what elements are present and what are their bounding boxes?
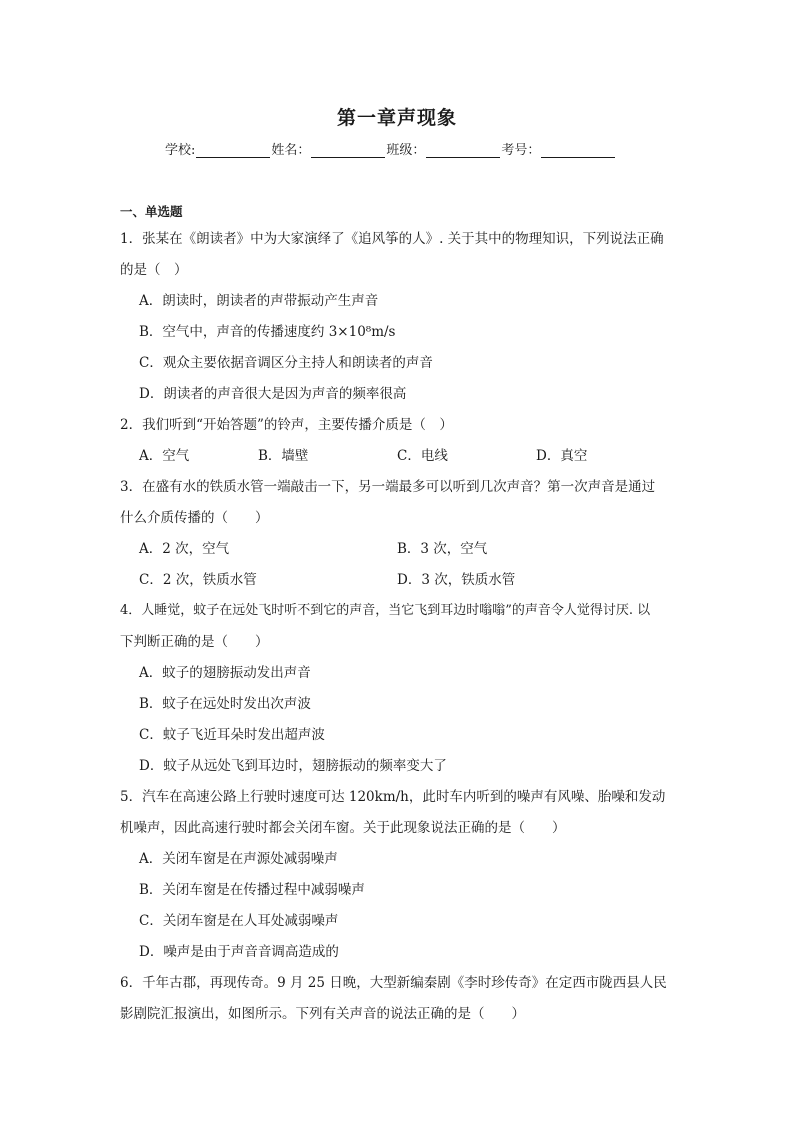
class-field [386,139,501,158]
question-1-option-d[interactable]: D．朗读者的声音很大是因为声音的频率很高 [139,386,407,402]
school-blank[interactable] [196,143,270,158]
question-6-line-1: 6．千年古郡，再现传奇。9 月 25 日晚，大型新编秦剧《李时珍传奇》在定西市陇西县人民 [120,975,667,991]
name-label: 姓名： [271,143,311,158]
question-4-line-1: 4．人睡觉，蚊子在远处飞时听不到它的声音，当它飞到耳边时嗡嗡”的声音令人觉得讨厌. 以 [120,603,651,618]
question-2-option-d[interactable]: D．真空 [536,448,588,464]
number-blank[interactable] [541,143,615,158]
question-5-line-2: 机噪声，因此高速行驶时都会关闭车窗。关于此现象说法正确的是（ ） [120,820,566,836]
question-3-line-1: 3．在盛有水的铁质水管一端敲击一下，另一端最多可以听到几次声音？第一次声音是通过 [120,479,656,495]
name-blank[interactable] [311,143,385,158]
question-3-option-c[interactable]: C．2 次，铁质水管 [139,572,257,588]
question-1-option-b[interactable]: B．空气中，声音的传播速度约 3×10⁸m/s [139,324,396,340]
number-field [501,139,616,158]
question-4-option-d[interactable]: D．蚊子从远处飞到耳边时，翅膀振动的频率变大了 [139,758,447,774]
name-field [271,139,386,158]
question-5-option-c[interactable]: C．关闭车窗是在人耳处减弱噪声 [139,913,339,929]
class-label: 班级： [386,143,426,158]
class-blank[interactable] [426,143,500,158]
question-4-option-c[interactable]: C．蚊子飞近耳朵时发出超声波 [139,727,325,743]
question-5-option-a[interactable]: A．关闭车窗是在声源处减弱噪声 [139,851,338,867]
question-4-option-a[interactable]: A．蚊子的翅膀振动发出声音 [139,665,311,681]
question-2-option-b[interactable]: B．墙壁 [258,448,309,464]
question-1-line-1: 1．张某在《朗读者》中为大家演绎了《追风筝的人》. 关于其中的物理知识，下列说法正确 [120,231,664,247]
question-5-option-d[interactable]: D．噪声是由于声音音调高造成的 [139,944,339,960]
student-info-row [165,139,665,158]
question-4-option-b[interactable]: B．蚊子在远处时发出次声波 [139,696,311,712]
question-2-option-c[interactable]: C．电线 [397,448,448,464]
question-3-option-b[interactable]: B．3 次，空气 [397,541,488,557]
page-title: 第一章声现象 [336,107,457,129]
question-4-line-2: 下判断正确的是（ ） [120,634,269,650]
question-6-line-2: 影剧院汇报演出，如图所示。下列有关声音的说法正确的是（ ） [120,1006,525,1022]
question-5-line-1: 5．汽车在高速公路上行驶时速度可达 120km/h，此时车内听到的噪声有风噪、胎噪和发动 [120,789,666,805]
question-3-option-d[interactable]: D．3 次，铁质水管 [397,572,516,588]
section-heading: 一、单选题 [120,204,183,219]
number-label: 考号： [501,143,541,158]
school-label: 学校: [165,143,196,158]
question-3-option-a[interactable]: A．2 次，空气 [139,541,230,557]
question-1-option-a[interactable]: A．朗读时，朗读者的声带振动产生声音 [139,293,379,309]
question-1-option-c[interactable]: C．观众主要依据音调区分主持人和朗读者的声音 [139,355,433,371]
school-field [165,139,271,158]
question-1-line-2: 的是（ ） [120,262,188,278]
question-2-line-1: 2．我们听到“开始答题”的铃声，主要传播介质是（ ） [120,417,453,433]
question-2-option-a[interactable]: A．空气 [139,448,190,464]
question-5-option-b[interactable]: B．关闭车窗是在传播过程中减弱噪声 [139,882,365,898]
question-3-line-2: 什么介质传播的（ ） [120,510,269,526]
